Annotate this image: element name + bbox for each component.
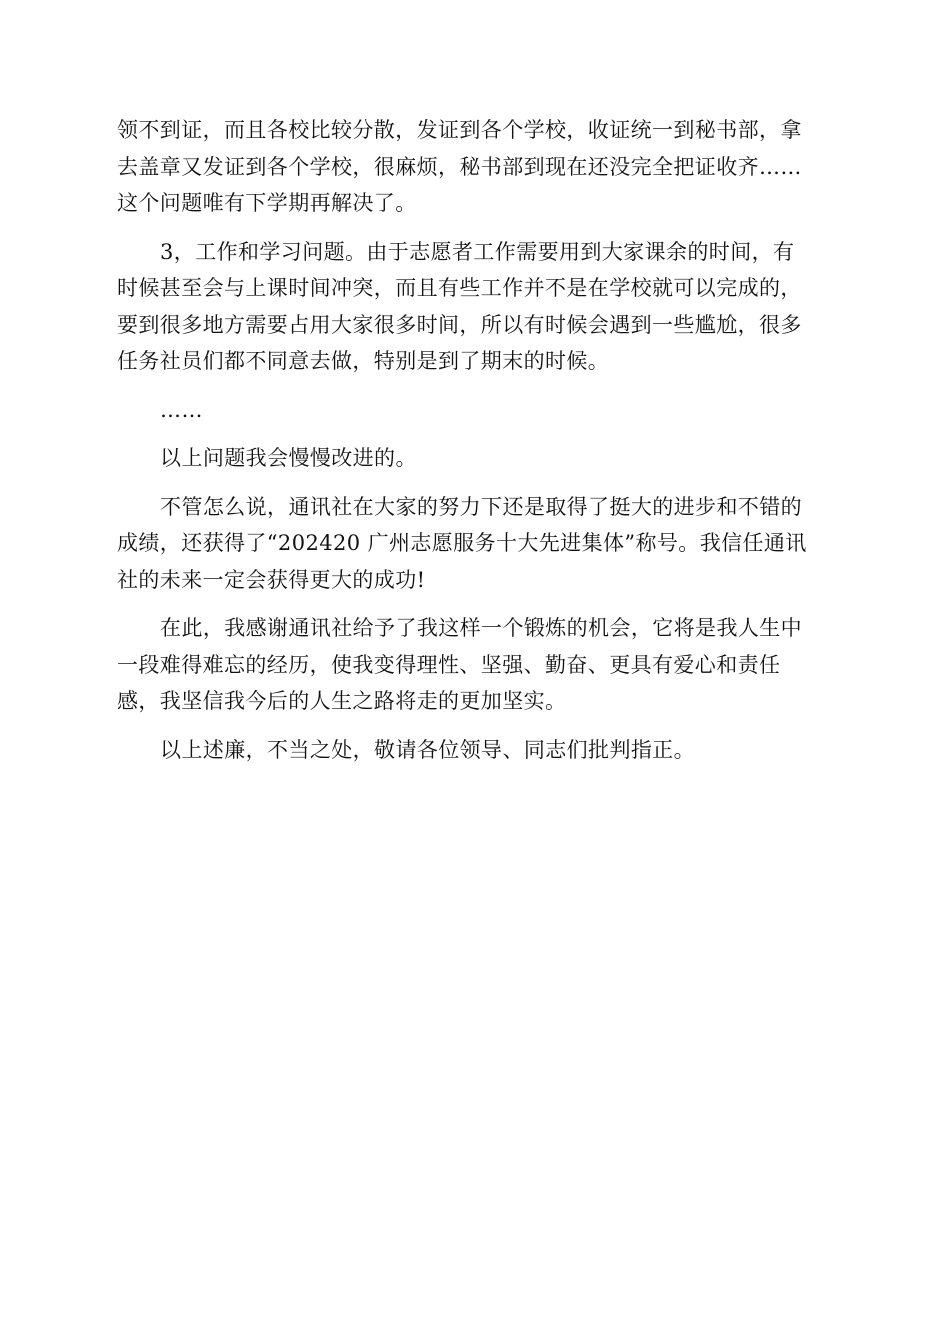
paragraph-line: 这个问题唯有下学期再解决了。 bbox=[117, 191, 417, 215]
paragraph-line: 领不到证，而且各校比较分散，发证到各个学校，收证统一到秘书部，拿 bbox=[117, 118, 802, 142]
paragraph-line: 以上述廉，不当之处，敬请各位领导、同志们批判指正。 bbox=[160, 737, 696, 762]
paragraph-line: 去盖章又发证到各个学校，很麻烦，秘书部到现在还没完全把证收齐…… bbox=[117, 154, 802, 179]
paragraph-line: …… bbox=[160, 397, 203, 422]
paragraph-line: 在此，我感谢通讯社给予了我这样一个锻炼的机会，它将是我人生中 bbox=[160, 616, 803, 640]
paragraph-line: 不管怎么说，通讯社在大家的努力下还是取得了挺大的进步和不错的 bbox=[160, 494, 803, 519]
paragraph-line: 成绩，还获得了“202420 广州志愿服务十大先进集体”称号。我信任通讯 bbox=[117, 531, 807, 555]
paragraph-4 bbox=[117, 489, 835, 599]
paragraph-line: 一段难得难忘的经历，使我变得理性、坚强、勤奋、更具有爱心和责任 bbox=[117, 652, 781, 677]
paragraph-line: 以上问题我会慢慢改进的。 bbox=[160, 446, 417, 470]
paragraph-line: 要到很多地方需要占用大家很多时间，所以有时候会遇到一些尴尬，很多 bbox=[117, 312, 802, 337]
paragraph-line: 时候甚至会与上课时间冲突，而且有些工作并不是在学校就可以完成的， bbox=[117, 276, 802, 300]
paragraph-ellipsis bbox=[117, 392, 835, 429]
paragraph-line: 社的未来一定会获得更大的成功! bbox=[117, 567, 426, 592]
paragraph-1 bbox=[117, 112, 835, 222]
paragraph-2 bbox=[117, 234, 835, 380]
paragraph-line: 3，工作和学习问题。由于志愿者工作需要用到大家课余的时间，有 bbox=[160, 239, 795, 264]
paragraph-line: 感，我坚信我今后的人生之路将走的更加坚实。 bbox=[117, 689, 567, 713]
paragraph-3 bbox=[117, 440, 835, 477]
paragraph-5 bbox=[117, 610, 835, 720]
document-body bbox=[117, 112, 835, 780]
paragraph-6 bbox=[117, 732, 835, 769]
paragraph-line: 任务社员们都不同意去做，特别是到了期末的时候。 bbox=[117, 349, 610, 373]
